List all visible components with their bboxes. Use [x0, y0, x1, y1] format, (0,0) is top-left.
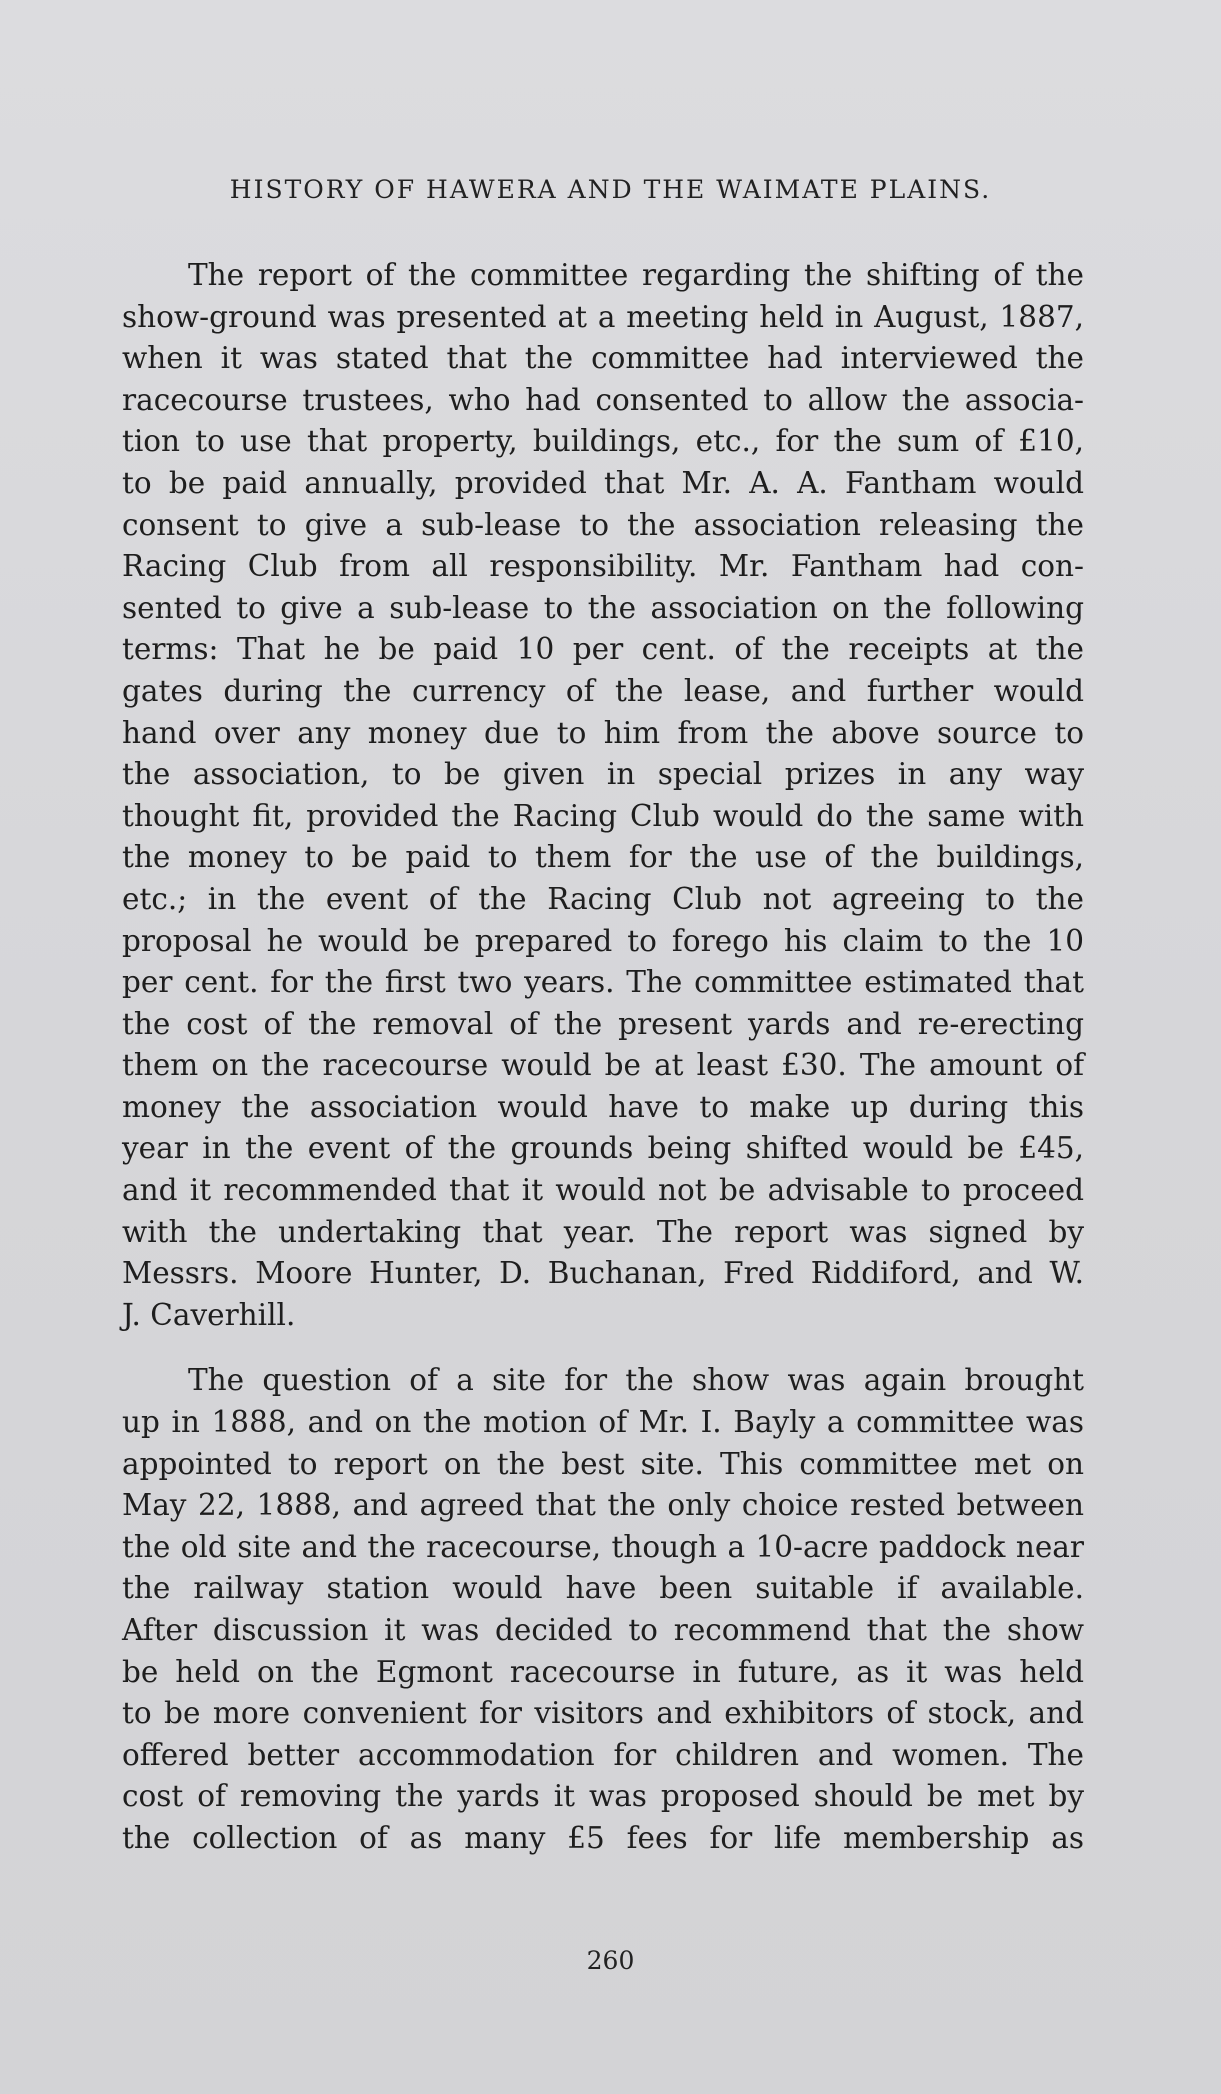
text-line: Messrs. Moore Hunter, D. Buchanan, Fred Riddiford, and W. — [122, 1256, 1084, 1291]
text-line: hand over any money due to him from the above source to — [122, 715, 1084, 750]
text-line: Racing Club from all responsibility. Mr. Fantham had con- — [122, 549, 1084, 584]
text-line: sented to give a sub-lease to the association on the following — [122, 590, 1084, 625]
text-line: The question of a site for the show was again brought — [188, 1363, 1084, 1398]
text-line: per cent. for the first two years. The committee estimated that — [122, 965, 1084, 1000]
text-line: racecourse trustees, who had consented to allow the associa- — [122, 382, 1084, 417]
text-line: be held on the Egmont racecourse in future, as it was held — [122, 1654, 1084, 1689]
text-line: and it recommended that it would not be advisable to proceed — [122, 1173, 1084, 1208]
running-head: HISTORY OF HAWERA AND THE WAIMATE PLAINS. — [229, 175, 992, 204]
text-line: The report of the committee regarding the shifting of the — [188, 258, 1084, 292]
text-line: After discussion it was decided to recommend that the show — [122, 1613, 1084, 1647]
text-line: to be more convenient for visitors and exhibitors of stock, and — [122, 1696, 1084, 1731]
text-line: to be paid annually, provided that Mr. A. A. Fantham would — [122, 465, 1084, 500]
text-line: the railway station would have been suitable if available. — [122, 1571, 1084, 1606]
text-line: proposal he would be prepared to forego his claim to the 10 — [122, 923, 1084, 958]
text-line: tion to use that property, buildings, etc., for the sum of £10, — [122, 424, 1084, 459]
text-line: May 22, 1888, and agreed that the only choice rested between — [122, 1488, 1084, 1523]
text-line: money the association would have to make up during this — [122, 1089, 1084, 1124]
text-line: appointed to report on the best site. This committee met on — [122, 1446, 1084, 1481]
text-line: thought fit, provided the Racing Club would do the same with — [122, 798, 1084, 833]
text-line: the association, to be given in special prizes in any way — [122, 757, 1084, 792]
text-line: show-ground was presented at a meeting held in August, 1887, — [122, 299, 1084, 334]
text-line: gates during the currency of the lease, and further would — [122, 673, 1084, 708]
text-line: offered better accommodation for children and women. The — [122, 1737, 1084, 1772]
body-text — [122, 255, 1084, 1860]
text-line: the collection of as many £5 fees for life membership as — [122, 1820, 1084, 1855]
paragraph-1 — [122, 255, 1084, 1336]
text-line: J. Caverhill. — [122, 1297, 296, 1332]
text-line: with the undertaking that year. The report was signed by — [122, 1214, 1084, 1249]
text-line: up in 1888, and on the motion of Mr. I. Bayly a committee was — [122, 1405, 1084, 1440]
text-line: the old site and the racecourse, though a 10-acre paddock near — [122, 1529, 1084, 1564]
page-number: 260 — [586, 1946, 635, 1975]
text-line: the money to be paid to them for the use of the buildings, — [122, 840, 1084, 875]
text-line: when it was stated that the committee had interviewed the — [122, 341, 1084, 376]
text-line: terms: That he be paid 10 per cent. of the receipts at the — [122, 632, 1084, 667]
text-line: the cost of the removal of the present yards and re-erecting — [122, 1006, 1084, 1041]
text-line: etc.; in the event of the Racing Club not agreeing to the — [122, 881, 1084, 916]
text-line: cost of removing the yards it was proposed should be met by — [122, 1779, 1084, 1814]
text-line: year in the event of the grounds being shifted would be £45, — [122, 1131, 1084, 1166]
paragraph-2 — [122, 1360, 1084, 1859]
text-line: them on the racecourse would be at least £30. The amount of — [122, 1048, 1084, 1083]
text-line: consent to give a sub-lease to the association releasing the — [122, 507, 1084, 542]
